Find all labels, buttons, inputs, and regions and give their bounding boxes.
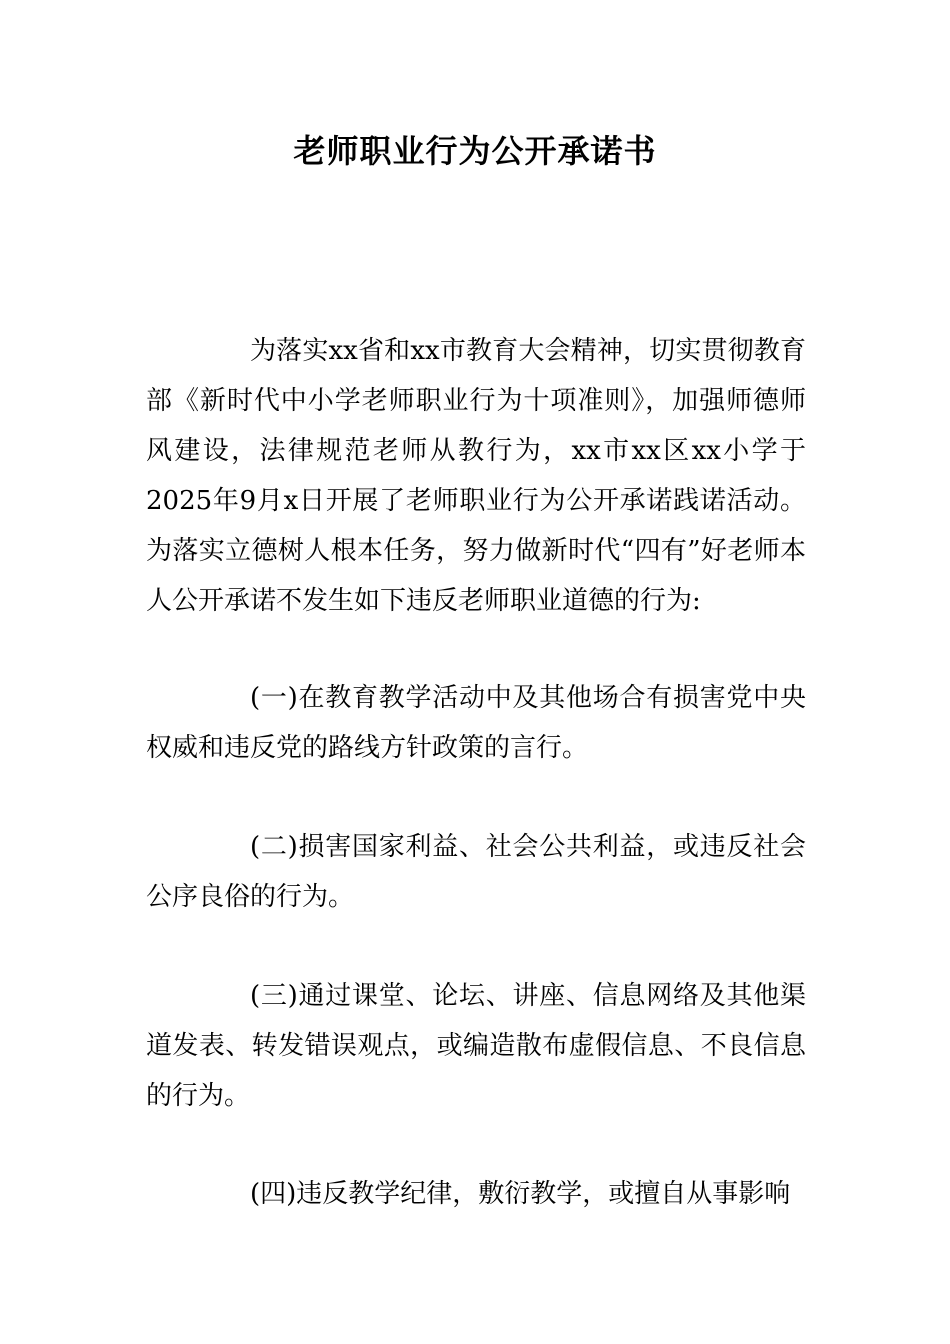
commitment-item-3: (三)通过课堂、论坛、讲座、信息网络及其他渠道发表、转发错误观点，或编造散布虚假信息、不良信息的行为。 (146, 981, 806, 1111)
commitment-item-4: (四)违反教学纪律，敷衍教学，或擅自从事影响 (250, 1179, 791, 1209)
commitment-item-1: (一)在教育教学活动中及其他场合有损害党中央权威和违反党的路线方针政策的言行。 (146, 683, 806, 763)
commitment-item-2: (二)损害国家利益、社会公共利益，或违反社会公序良俗的行为。 (146, 832, 806, 912)
document-title: 老师职业行为公开承诺书 (293, 132, 657, 170)
intro-paragraph: 为落实xx省和xx市教育大会精神，切实贯彻教育部《新时代中小学老师职业行为十项准则》，加强师德师风建设，法律规范老师从教行为，xx市xx区xx小学于2025年9月x日开展了老师职业行为公开承诺践诺活动。为落实立德树人根本任务，努力做新时代“四有”好老师本人公开承诺不发生如下违反老师职业道德的行为: (146, 336, 806, 616)
